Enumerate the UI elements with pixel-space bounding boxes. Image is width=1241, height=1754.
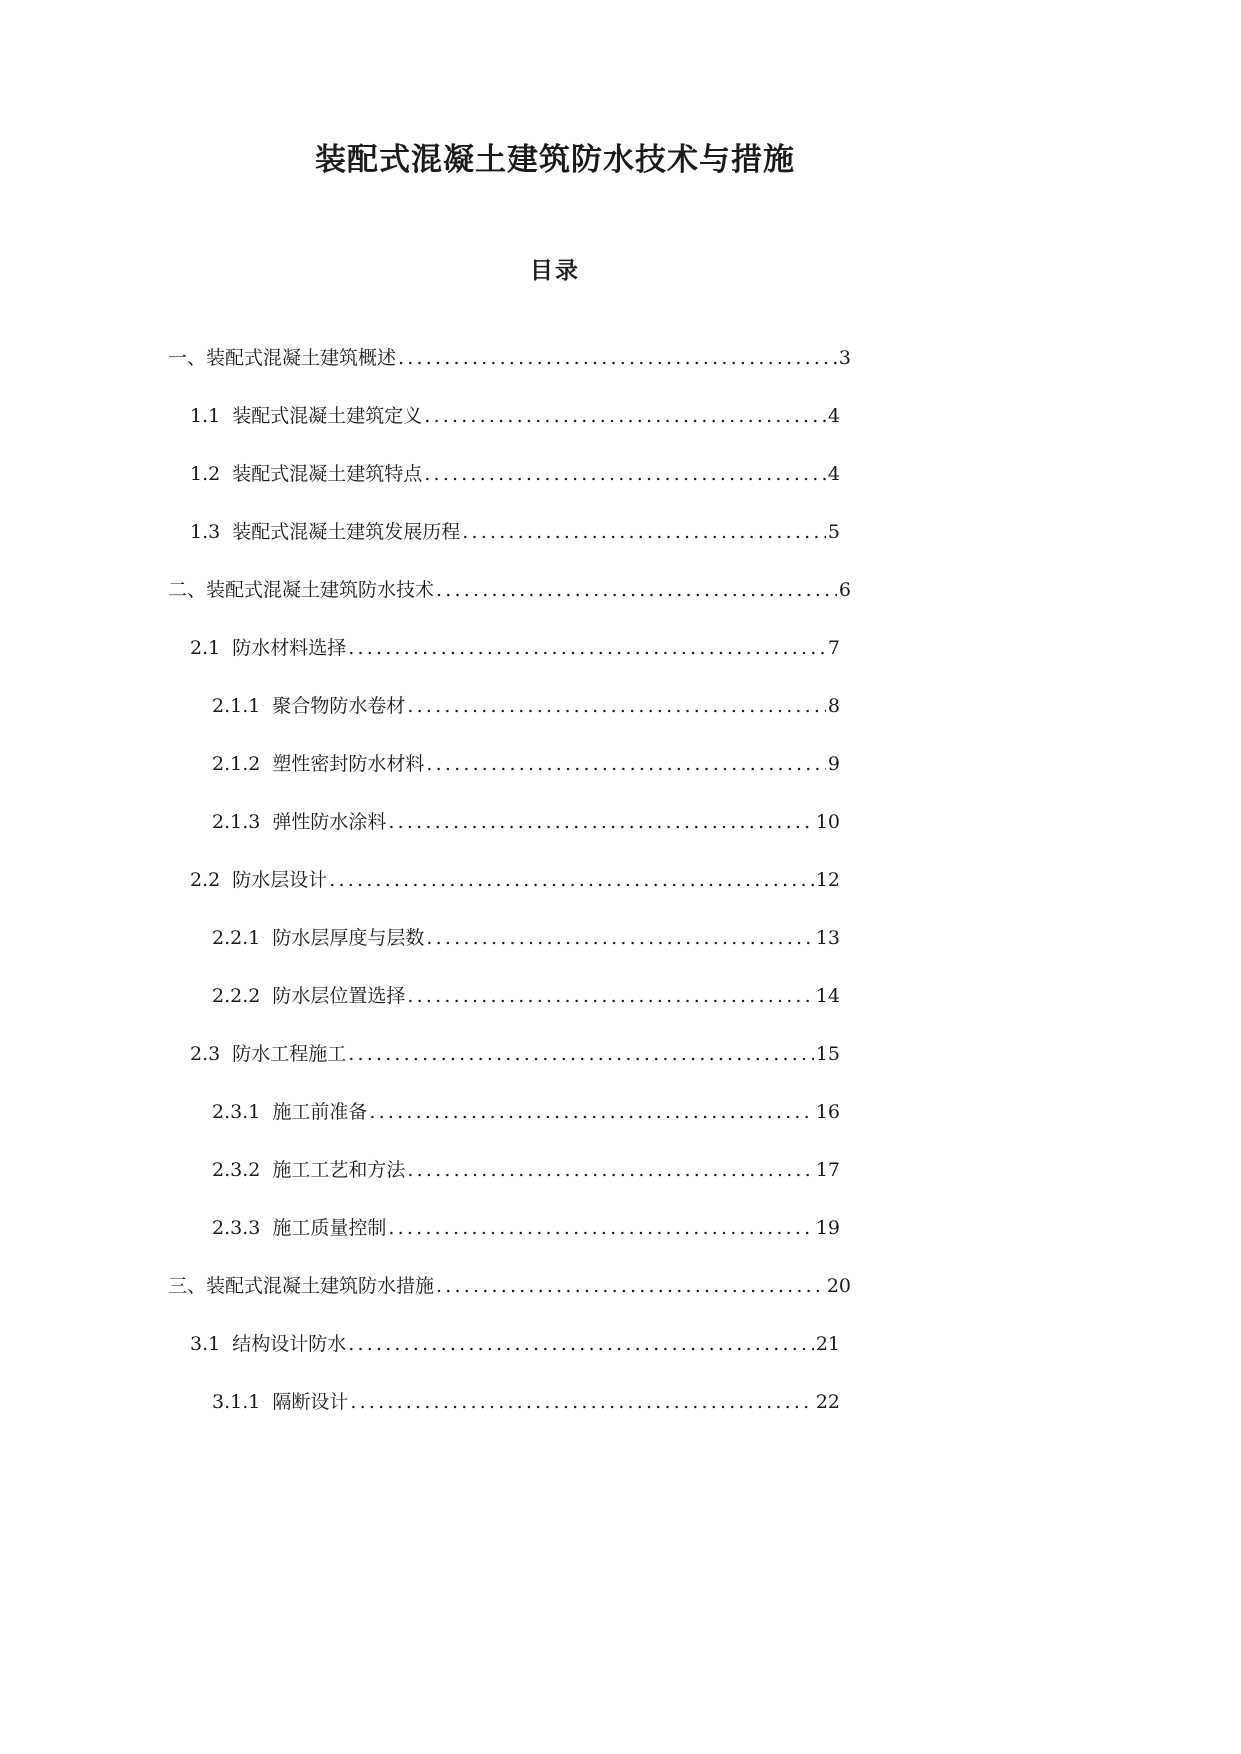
toc-entry-text: 装配式混凝土建筑防水措施 [206,1275,435,1297]
toc-entry[interactable] [212,981,840,1011]
toc-entry-page-number: 9 [827,753,840,775]
toc-entry-text: 防水层厚度与层数 [272,927,425,949]
toc-entry-label [168,575,434,605]
toc-entry-label [190,633,346,663]
toc-entry-number: 2.1 [190,637,221,659]
toc-entry-page-number: 4 [827,405,840,427]
toc-entry-page-number: 17 [815,1159,840,1181]
toc-entry[interactable] [212,1155,840,1185]
toc-dot-leader [424,459,826,489]
toc-entry[interactable] [212,691,840,721]
toc-entry-number: 三、 [168,1275,207,1297]
toc-dot-leader [407,981,813,1011]
toc-entry-label [190,1039,346,1069]
toc-entry-number: 2.2.1 [212,927,261,949]
toc-entry[interactable] [190,1039,840,1069]
toc-entry-label [190,517,460,547]
toc-entry[interactable] [190,865,840,895]
toc-entry-number: 1.1 [190,405,221,427]
toc-entry-text: 防水材料选择 [232,637,347,659]
toc-dot-leader [369,1097,813,1127]
toc-dot-leader [348,1329,814,1359]
toc-entry-number: 3.1 [190,1333,221,1355]
toc-entry-text: 隔断设计 [272,1391,349,1413]
toc-heading: 目录 [530,257,580,284]
toc-entry-page-number: 20 [826,1275,851,1297]
toc-entry-number: 2.1.1 [212,695,261,717]
toc-entry-label [168,343,396,373]
toc-entry-page-number: 22 [815,1391,840,1413]
toc-entry[interactable] [212,1387,840,1417]
toc-entry-label [168,1271,434,1301]
toc-entry-label [212,1213,386,1243]
toc-entry-page-number: 6 [838,579,851,601]
toc-dot-leader [388,1213,813,1243]
toc-dot-leader [426,749,826,779]
toc-entry-text: 施工质量控制 [272,1217,387,1239]
toc-entry-number: 一、 [168,347,207,369]
toc-entry[interactable] [212,923,840,953]
toc-dot-leader [348,1039,814,1069]
toc-entry-text: 塑性密封防水材料 [272,753,425,775]
toc-entry-page-number: 4 [827,463,840,485]
toc-dot-leader [407,691,826,721]
toc-dot-leader [424,401,826,431]
toc-entry-number: 2.1.3 [212,811,261,833]
toc-entry-number: 1.2 [190,463,221,485]
toc-entry-number: 2.2.2 [212,985,261,1007]
toc-entry-page-number: 14 [815,985,840,1007]
document-title: 装配式混凝土建筑防水技术与措施 [315,142,795,178]
toc-entry-page-number: 3 [838,347,851,369]
toc-entry-label [212,923,424,953]
toc-entry-page-number: 5 [827,521,840,543]
toc-entry-number: 2.1.2 [212,753,261,775]
toc-dot-leader [398,343,837,373]
toc-entry-text: 装配式混凝土建筑发展历程 [232,521,461,543]
toc-entry-label [190,459,422,489]
toc-entry[interactable] [190,517,840,547]
toc-entry-page-number: 21 [815,1333,840,1355]
toc-entry-number: 2.3.1 [212,1101,261,1123]
toc-entry-text: 装配式混凝土建筑特点 [232,463,423,485]
toc-entry-label [212,1097,367,1127]
toc-entry[interactable] [190,1329,840,1359]
toc-dot-leader [350,1387,813,1417]
toc-dot-leader [388,807,813,837]
toc-entry-number: 二、 [168,579,207,601]
toc-entry-number: 3.1.1 [212,1391,261,1413]
toc-entry-text: 防水工程施工 [232,1043,347,1065]
toc-entry-page-number: 12 [815,869,840,891]
toc-dot-leader [436,575,837,605]
toc-entry-number: 2.3.2 [212,1159,261,1181]
toc-entry[interactable] [190,633,840,663]
toc-entry-page-number: 10 [815,811,840,833]
toc-dot-leader [329,865,814,895]
toc-entry-number: 1.3 [190,521,221,543]
toc-entry[interactable] [212,807,840,837]
toc-entry[interactable] [190,459,840,489]
toc-entry-label [190,1329,346,1359]
toc-entry-label [212,691,405,721]
toc-entry-text: 装配式混凝土建筑概述 [206,347,397,369]
toc-entry-number: 2.2 [190,869,221,891]
toc-entry-page-number: 8 [827,695,840,717]
toc-dot-leader [436,1271,825,1301]
toc-entry[interactable] [168,343,851,373]
toc-entry-label [212,749,424,779]
toc-entry-text: 施工前准备 [272,1101,368,1123]
toc-entry-page-number: 19 [815,1217,840,1239]
toc-entry[interactable] [168,1271,851,1301]
toc-entry[interactable] [212,1213,840,1243]
toc-entry-text: 防水层设计 [232,869,328,891]
toc-entry-text: 防水层位置选择 [272,985,406,1007]
toc-entry-text: 结构设计防水 [232,1333,347,1355]
toc-entry-label [212,981,405,1011]
toc-entry-text: 装配式混凝土建筑定义 [232,405,423,427]
toc-entry-text: 弹性防水涂料 [272,811,387,833]
toc-entry-page-number: 15 [815,1043,840,1065]
toc-entry-text: 施工工艺和方法 [272,1159,406,1181]
toc-dot-leader [462,517,826,547]
toc-entry-text: 聚合物防水卷材 [272,695,406,717]
toc-entry[interactable] [190,401,840,431]
toc-entry-label [190,401,422,431]
toc-dot-leader [348,633,826,663]
toc-entry-label [212,807,386,837]
toc-entry-page-number: 16 [815,1101,840,1123]
toc-dot-leader [407,1155,813,1185]
toc-entry-label [190,865,327,895]
toc-entry-page-number: 13 [815,927,840,949]
toc-dot-leader [426,923,813,953]
toc-entry-text: 装配式混凝土建筑防水技术 [206,579,435,601]
toc-entry-number: 2.3.3 [212,1217,261,1239]
toc-entry-page-number: 7 [827,637,840,659]
toc-entry[interactable] [212,1097,840,1127]
toc-entry-label [212,1387,348,1417]
toc-entry-label [212,1155,405,1185]
toc-entry-number: 2.3 [190,1043,221,1065]
toc-entry[interactable] [168,575,851,605]
toc-entry[interactable] [212,749,840,779]
